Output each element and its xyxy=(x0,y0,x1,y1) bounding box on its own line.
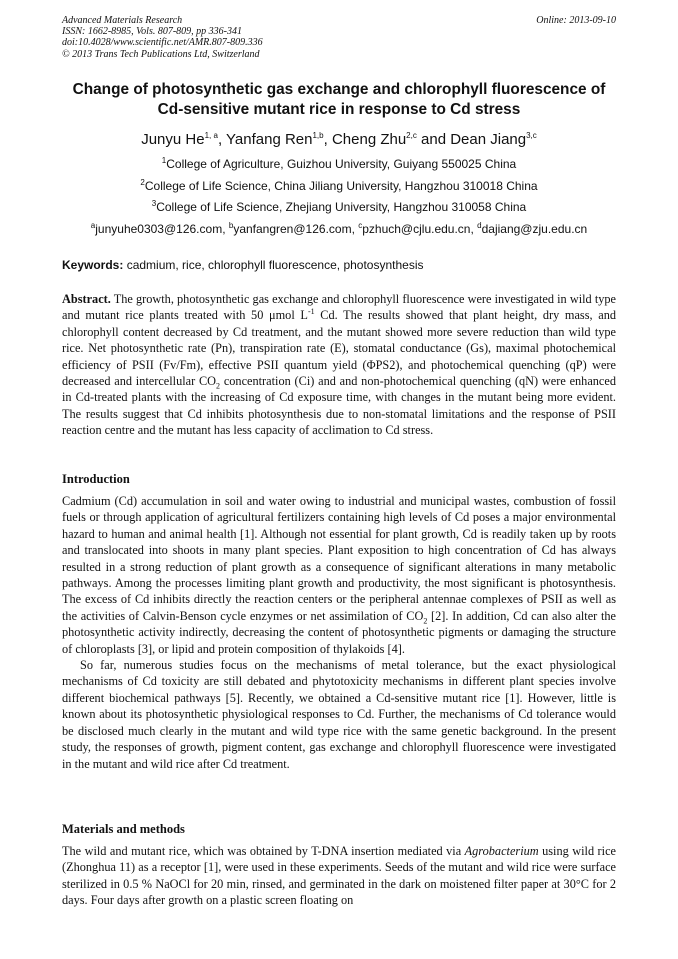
affiliation-3 xyxy=(40,200,638,214)
affiliation-2 xyxy=(40,179,638,193)
keywords-line xyxy=(62,258,616,272)
author-affiliation-mark: 1, a xyxy=(204,131,218,140)
affiliation-1 xyxy=(40,157,638,171)
affiliation-text: College of Life Science, China Jiliang University, Hangzhou 310018 China xyxy=(144,179,538,193)
paragraph-text: Cadmium (Cd) accumulation in soil and water owing to industrial and municipal wastes, combustion of fossil fuels or through application of agricultural fertilizers containing high levels of Cd poses a major environmental hazard to human and animal health [1]. Although not essential for plant growth, Cd is readily taken up by roots and translocated into shoots in many plant species. Plant exposition to high concentration of Cd has always resulted in a strong reduction of plant growth as a consequence of significant alterations in many metabolic pathways. Among the processes limiting plant growth and productivity, the most significant is photosynthesis. The excess of Cd inhibits directly the reaction centers or the peripheral antennae complexes of PSII as well as the activities of Calvin-Benson cycle enzymes or net assimilation of CO xyxy=(62,494,616,623)
author-list xyxy=(40,130,638,150)
author-affiliation-mark: 1,b xyxy=(312,131,324,140)
author-separator: , xyxy=(217,131,227,148)
paragraph-text: using wild rice (Zhonghua 11) as a receptor [1], were used in these experiments. Seeds of the mutant and wild rice were surface sterilized in 0.5 % NaOCl for 20 min, rinsed, and germinated in the dark on moistened filter paper at 30°C for 2 days. Four days after growth on a plastic screen floating on xyxy=(62,844,616,908)
author-name: Dean Jiang xyxy=(450,131,527,148)
affiliation-mark: 1 xyxy=(161,156,167,165)
co2-subscript: 2 xyxy=(423,616,428,626)
author-separator: and xyxy=(416,131,451,148)
author-affiliation-mark: 3,c xyxy=(526,131,537,140)
email-link[interactable]: yanfangren@126.com, xyxy=(233,222,359,236)
copyright-line: © 2013 Trans Tech Publications Ltd, Switzerland xyxy=(62,48,260,60)
affiliation-text: College of Agriculture, Guizhou University, Guiyang 550025 China xyxy=(166,157,517,171)
online-date: Online: 2013-09-10 xyxy=(536,15,616,26)
journal-name: Advanced Materials Research xyxy=(62,15,183,26)
methods-paragraph xyxy=(62,843,616,909)
email-link[interactable]: junyuhe0303@126.com, xyxy=(95,222,229,236)
author-name: Junyu He xyxy=(141,131,205,148)
methods-body xyxy=(62,843,616,909)
co2-subscript: 2 xyxy=(216,381,221,391)
introduction-paragraph-1 xyxy=(62,493,616,657)
abstract-label: Abstract. xyxy=(62,292,111,306)
email-list xyxy=(40,222,638,236)
abstract-text: Cd. The results showed that plant height, dry mass, and chlorophyll content decreased by Cd treatment, and the mutant showed more severe reduction than wild type rice. Net photosynthetic rate (Pn), transpiration rate (E), stomatal conductance (Gs), maximal photochemical efficiency of PSII (Fv/Fm), effective PSII quantum yield (ΦPS2), and photochemical quenching (qP) were decreased and intercellular CO xyxy=(62,308,616,389)
keywords-text: cadmium, rice, chlorophyll fluorescence, photosynthesis xyxy=(123,258,424,272)
paragraph-text: The wild and mutant rice, which was obtained by T-DNA insertion mediated via xyxy=(62,844,465,858)
email-mark: a xyxy=(90,221,96,230)
title-line-1: Change of photosynthetic gas exchange and chlorophyll fluorescence of xyxy=(72,81,606,98)
abstract-text: The growth, photosynthetic gas exchange and chlorophyll fluorescence were investigated in wild type and mutant rice plants treated with 50 μmol L xyxy=(62,292,616,323)
paragraph-text: [2]. In addition, Cd can also alter the photosynthetic activity indirectly, decreasing the content of photosynthetic pigments or damaging the structure of chloroplasts [3], or lipid and protein composition of thylakoids [4]. xyxy=(62,608,616,656)
affiliation-mark: 2 xyxy=(140,178,145,187)
methods-heading: Materials and methods xyxy=(62,822,185,836)
email-mark: c xyxy=(358,221,363,230)
email-link[interactable]: pzhuch@cjlu.edu.cn, xyxy=(362,222,478,236)
journal-header xyxy=(62,15,263,60)
email-mark: b xyxy=(228,221,234,230)
author-name: Cheng Zhu xyxy=(331,131,407,148)
affiliation-text: College of Life Science, Zhejiang University, Hangzhou 310058 China xyxy=(156,200,527,214)
abstract-text: concentration (Ci) and and non-photochemical quenching (qN) were enhanced in Cd-treated plants with the increasing of Cd exposure time, with changes in the mutant being more evident. The results suggest that Cd inhibits photosynthesis due to non-stomatal limitations and the response of PSII reaction centre and the mutant has less capacity of acclimation to Cd stress. xyxy=(62,374,616,438)
abstract-block xyxy=(62,291,616,439)
introduction-body xyxy=(62,493,616,772)
affiliation-mark: 3 xyxy=(151,199,157,208)
email-mark: d xyxy=(477,221,482,230)
author-name: Yanfang Ren xyxy=(226,131,313,148)
introduction-paragraph-2: So far, numerous studies focus on the mechanisms of metal tolerance, but the exact physiological mechanisms of Cd toxicity are still debated and phytotoxicity mechanisms in different plant species involve different biochemical pathways [5]. Recently, we obtained a Cd-sensitive mutant rice [1]. However, little is known about its photosynthetic physiological responses to Cd. Further, the mechanisms of Cd tolerance would be disclosed much clearly in the mutant and wild type rice with the same genetic background. In the present study, the responses of growth, pigment content, gas exchange and chlorophyll fluorescence were investigated in the mutant and wild rice after Cd treatment. xyxy=(62,658,616,771)
species-name: Agrobacterium xyxy=(464,844,539,858)
paper-title xyxy=(40,80,638,119)
title-line-2: Cd-sensitive mutant rice in response to Cd stress xyxy=(157,100,521,118)
issn-line: ISSN: 1662-8985, Vols. 807-809, pp 336-341 xyxy=(62,26,242,38)
author-separator: , xyxy=(323,131,332,148)
introduction-heading: Introduction xyxy=(62,472,130,486)
keywords-label: Keywords: xyxy=(62,258,124,272)
email-link[interactable]: dajiang@zju.edu.cn xyxy=(481,222,588,236)
unit-superscript: -1 xyxy=(307,307,315,317)
author-affiliation-mark: 2,c xyxy=(406,131,417,140)
doi-line: doi:10.4028/www.scientific.net/AMR.807-809.336 xyxy=(62,37,263,49)
